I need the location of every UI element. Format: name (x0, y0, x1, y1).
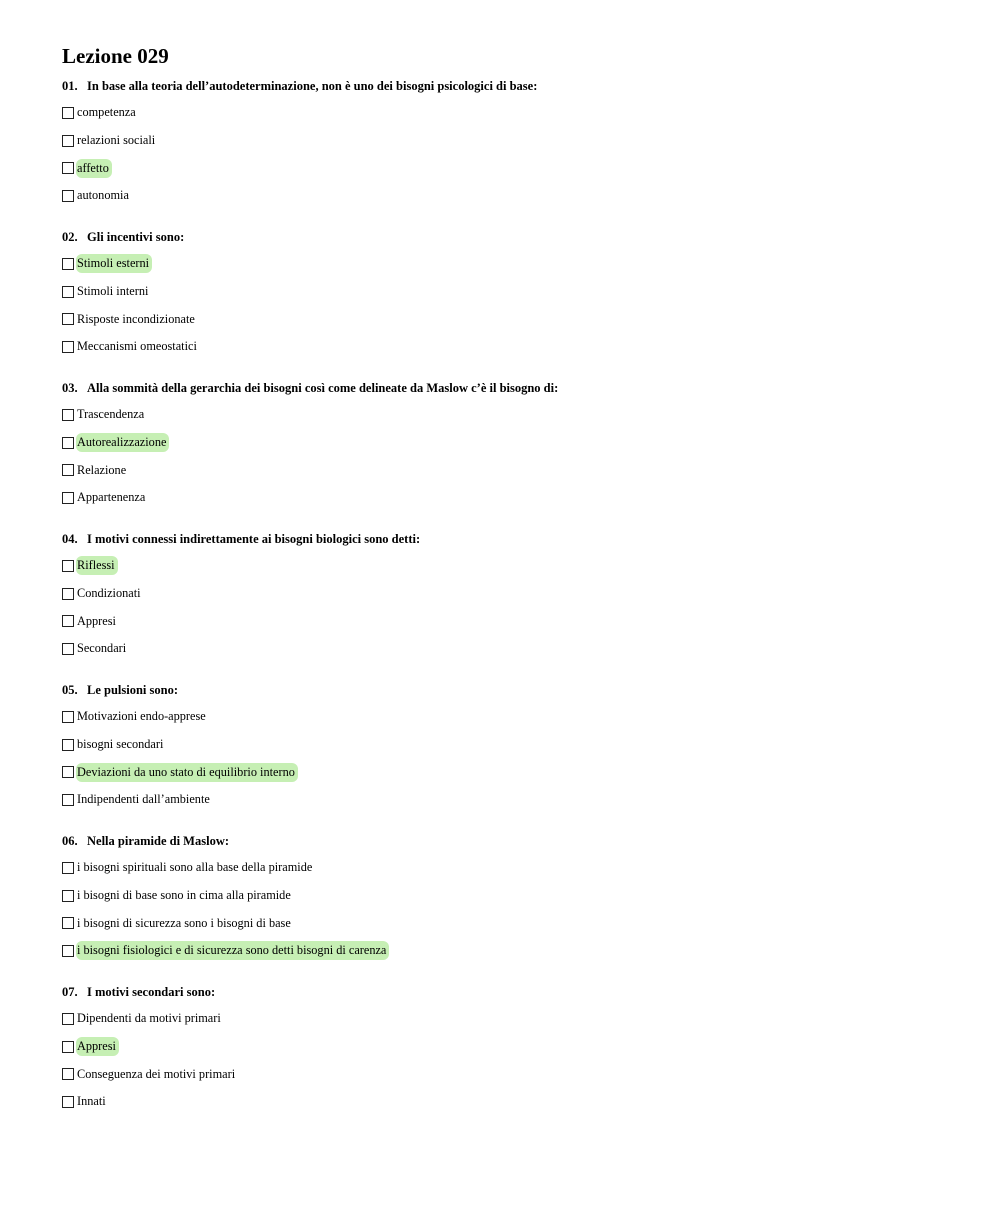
answer-label: Conseguenza dei motivi primari (77, 1066, 236, 1081)
answer-label: Innati (77, 1094, 106, 1109)
answer-label: Dipendenti da motivi primari (77, 1011, 221, 1026)
checkbox[interactable] (62, 107, 74, 119)
answer-label-correct: Stimoli esterni (76, 254, 152, 273)
checkbox[interactable] (62, 464, 74, 476)
answer-option[interactable] (62, 943, 962, 971)
checkbox[interactable] (62, 711, 74, 723)
answer-label: relazioni sociali (77, 133, 156, 148)
answer-label-correct: Riflessi (76, 556, 118, 575)
checkbox[interactable] (62, 313, 74, 325)
checkbox[interactable] (62, 560, 74, 572)
checkbox[interactable] (62, 766, 74, 778)
checkbox[interactable] (62, 258, 74, 270)
answer-option[interactable] (62, 737, 962, 765)
answer-option[interactable] (62, 256, 962, 284)
checkbox[interactable] (62, 190, 74, 202)
question-text (62, 380, 962, 407)
question-block (62, 531, 962, 669)
answer-option[interactable] (62, 490, 962, 518)
answer-option[interactable] (62, 586, 962, 614)
answer-label-correct: Appresi (76, 1037, 119, 1056)
checkbox[interactable] (62, 135, 74, 147)
checkbox[interactable] (62, 437, 74, 449)
answer-option[interactable] (62, 764, 962, 792)
answer-option[interactable] (62, 792, 962, 820)
answer-option[interactable] (62, 188, 962, 216)
answer-option[interactable] (62, 888, 962, 916)
answer-option[interactable] (62, 284, 962, 312)
question-block (62, 78, 962, 216)
answer-option[interactable] (62, 709, 962, 737)
answer-label: Relazione (77, 462, 127, 477)
checkbox[interactable] (62, 341, 74, 353)
answer-option[interactable] (62, 1094, 962, 1122)
answer-label: i bisogni spirituali sono alla base della piramide (77, 860, 313, 875)
answer-label-correct: Autorealizzazione (76, 433, 169, 452)
question-number: 02. (62, 230, 78, 244)
answer-option[interactable] (62, 1011, 962, 1039)
checkbox[interactable] (62, 862, 74, 874)
answer-label-correct: Deviazioni da uno stato di equilibrio interno (76, 763, 298, 782)
answer-label: Meccanismi omeostatici (77, 339, 197, 354)
checkbox[interactable] (62, 409, 74, 421)
answer-label-correct: affetto (76, 159, 112, 178)
checkbox[interactable] (62, 588, 74, 600)
answer-label: i bisogni di base sono in cima alla piramide (77, 888, 291, 903)
checkbox[interactable] (62, 492, 74, 504)
question-prompt: In base alla teoria dell’autodeterminazione, non è uno dei bisogni psicologici di base: (87, 79, 538, 93)
question-text (62, 833, 962, 860)
answer-label: autonomia (77, 188, 129, 203)
question-text (62, 78, 962, 105)
answer-label: i bisogni di sicurezza sono i bisogni di base (77, 915, 291, 930)
checkbox[interactable] (62, 643, 74, 655)
question-number: 06. (62, 834, 78, 848)
question-number: 03. (62, 381, 78, 395)
question-block (62, 682, 962, 820)
checkbox[interactable] (62, 162, 74, 174)
answer-option[interactable] (62, 462, 962, 490)
question-text (62, 682, 962, 709)
question-prompt: Gli incentivi sono: (87, 230, 185, 244)
answer-label: Condizionati (77, 586, 141, 601)
answer-label: bisogni secondari (77, 737, 164, 752)
checkbox[interactable] (62, 917, 74, 929)
checkbox[interactable] (62, 794, 74, 806)
question-number: 04. (62, 532, 78, 546)
question-block (62, 984, 962, 1122)
answer-option[interactable] (62, 105, 962, 133)
checkbox[interactable] (62, 1096, 74, 1108)
answer-option[interactable] (62, 613, 962, 641)
answer-option[interactable] (62, 133, 962, 161)
answer-label: Appresi (77, 613, 116, 628)
answer-label: Secondari (77, 641, 127, 656)
answer-option[interactable] (62, 435, 962, 463)
question-prompt: Le pulsioni sono: (87, 683, 179, 697)
answer-option[interactable] (62, 160, 962, 188)
answer-label-correct: i bisogni fisiologici e di sicurezza sono detti bisogni di carenza (76, 941, 389, 960)
answer-option[interactable] (62, 860, 962, 888)
checkbox[interactable] (62, 1013, 74, 1025)
question-text (62, 984, 962, 1011)
question-block (62, 833, 962, 971)
answer-option[interactable] (62, 915, 962, 943)
question-block (62, 380, 962, 518)
checkbox[interactable] (62, 615, 74, 627)
answer-label: Risposte incondizionate (77, 311, 195, 326)
answer-label: Stimoli interni (77, 284, 149, 299)
answer-option[interactable] (62, 311, 962, 339)
checkbox[interactable] (62, 1041, 74, 1053)
answer-option[interactable] (62, 339, 962, 367)
answer-option[interactable] (62, 1066, 962, 1094)
answer-label: Motivazioni endo-apprese (77, 709, 206, 724)
answer-option[interactable] (62, 558, 962, 586)
checkbox[interactable] (62, 1068, 74, 1080)
checkbox[interactable] (62, 286, 74, 298)
page-title: Lezione 029 (62, 44, 169, 68)
question-block (62, 229, 962, 367)
question-text (62, 531, 962, 558)
answer-label: competenza (77, 105, 136, 120)
checkbox[interactable] (62, 739, 74, 751)
answer-option[interactable] (62, 641, 962, 669)
answer-option[interactable] (62, 1039, 962, 1067)
question-text (62, 229, 962, 256)
question-number: 07. (62, 985, 78, 999)
question-prompt: Alla sommità della gerarchia dei bisogni così come delineate da Maslow c’è il bisogno di: (87, 381, 559, 395)
question-prompt: Nella piramide di Maslow: (87, 834, 230, 848)
answer-label: Appartenenza (77, 490, 146, 505)
question-number: 01. (62, 79, 78, 93)
checkbox[interactable] (62, 890, 74, 902)
question-prompt: I motivi secondari sono: (87, 985, 216, 999)
answer-label: Indipendenti dall’ambiente (77, 792, 210, 807)
question-prompt: I motivi connessi indirettamente ai bisogni biologici sono detti: (87, 532, 421, 546)
question-number: 05. (62, 683, 78, 697)
answer-option[interactable] (62, 407, 962, 435)
answer-label: Trascendenza (77, 407, 145, 422)
checkbox[interactable] (62, 945, 74, 957)
